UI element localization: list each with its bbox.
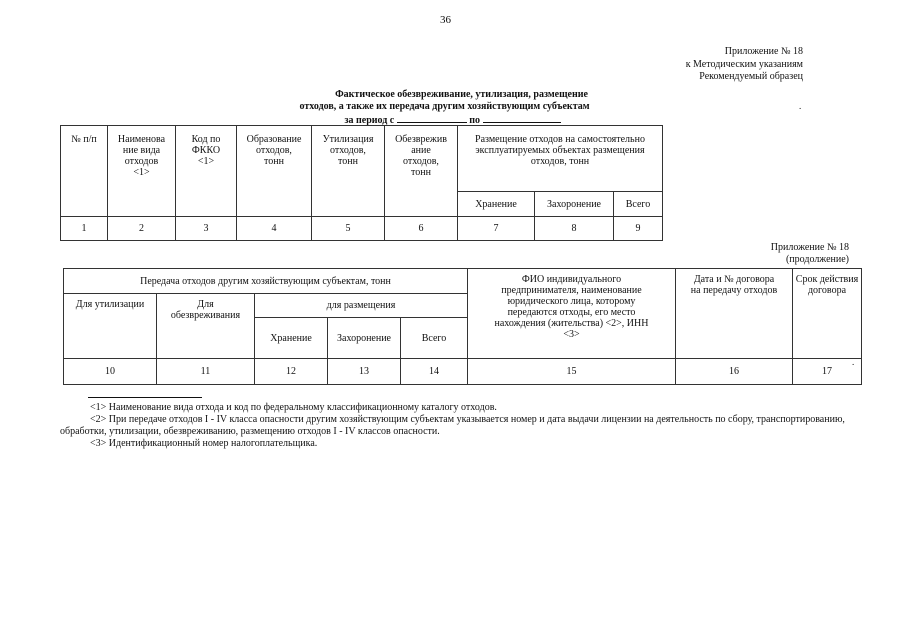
col-header-number: № п/п [61, 126, 108, 217]
column-number: 12 [255, 359, 328, 385]
footnote-separator [88, 397, 202, 398]
col-header-total: Всего [401, 318, 468, 359]
col-header-storage: Хранение [458, 192, 535, 217]
column-number: 10 [64, 359, 157, 385]
column-number: 15 [468, 359, 676, 385]
footnote-3: <3> Идентификационный номер налогоплательщика. [90, 438, 318, 449]
appendix-title: Приложение № 18 [724, 46, 803, 57]
col-header-fkko-code: Код по ФККО <1> [176, 126, 237, 217]
col-header-recipient: ФИО индивидуального предпринимателя, наименование юридического лица, которому передаются отходы, его место нахождения (жительства) <2>, ИНН <3> [468, 269, 676, 359]
scan-mark: . [852, 357, 855, 367]
col-header-for-placement: для размещения [255, 294, 468, 318]
col-header-burial: Захоронение [535, 192, 614, 217]
col-header-generation: Образование отходов, тонн [237, 126, 312, 217]
footnote-1: <1> Наименование вида отхода и код по федеральному классификационному каталогу отходов. [90, 402, 497, 413]
col-header-utilization: Утилизация отходов, тонн [312, 126, 385, 217]
col-header-neutralization: Обезврежив ание отходов, тонн [385, 126, 458, 217]
column-number: 4 [237, 217, 312, 241]
waste-table-part-1 [60, 125, 663, 241]
col-header-transfer-group: Передача отходов другим хозяйствующим субъектам, тонн [64, 269, 468, 294]
period-to-label: по [469, 115, 481, 126]
continuation-note: (продолжение) [785, 254, 849, 265]
col-header-placement-group: Размещение отходов на самостоятельно эксплуатируемых объектах размещения отходов, тонн [458, 126, 663, 192]
footnotes [60, 402, 850, 450]
continuation-header [771, 242, 849, 266]
appendix-reference: к Методическим указаниям [685, 58, 803, 70]
column-number: 11 [157, 359, 255, 385]
column-number: 13 [328, 359, 401, 385]
column-number: 2 [108, 217, 176, 241]
period-from-blank [397, 113, 467, 123]
waste-table-part-2 [63, 268, 862, 385]
col-header-burial: Захоронение [328, 318, 401, 359]
column-number: 8 [535, 217, 614, 241]
col-header-validity: Срок действия договора [793, 269, 862, 359]
col-header-for-utilization: Для утилизации [64, 294, 157, 359]
appendix-note: Рекомендуемый образец [699, 71, 803, 82]
title-line-2: отходов, а также их передача другим хозяйствующим субъектам [299, 101, 590, 112]
page-number: 36 [440, 14, 451, 26]
column-number: 5 [312, 217, 385, 241]
continuation-title: Приложение № 18 [770, 242, 849, 253]
appendix-header [686, 46, 803, 84]
column-number: 16 [676, 359, 793, 385]
footnote-2: <2> При передаче отходов I - IV класса опасности другим хозяйствующим субъектам указывается номер и дата выдачи лицензии на деятельность по сбору, транспортированию, обработки, утилизации, обезвреживанию, размещению отходов I - IV классов опасности. [60, 414, 845, 437]
column-number: 6 [385, 217, 458, 241]
period-to-blank [483, 113, 561, 123]
document-title [0, 89, 905, 127]
period-from-label: за период с [344, 115, 395, 126]
col-header-storage: Хранение [255, 318, 328, 359]
title-line-1: Фактическое обезвреживание, утилизация, размещение [335, 89, 588, 100]
col-header-contract: Дата и № договора на передачу отходов [676, 269, 793, 359]
scan-mark: . [799, 101, 802, 111]
column-number: 17 [793, 359, 862, 385]
col-header-total: Всего [614, 192, 663, 217]
column-number: 1 [61, 217, 108, 241]
column-number: 14 [401, 359, 468, 385]
col-header-waste-name: Наименова ние вида отходов <1> [108, 126, 176, 217]
column-number: 9 [614, 217, 663, 241]
col-header-for-neutralization: Для обезвреживания [157, 294, 255, 359]
column-number: 7 [458, 217, 535, 241]
column-number: 3 [176, 217, 237, 241]
